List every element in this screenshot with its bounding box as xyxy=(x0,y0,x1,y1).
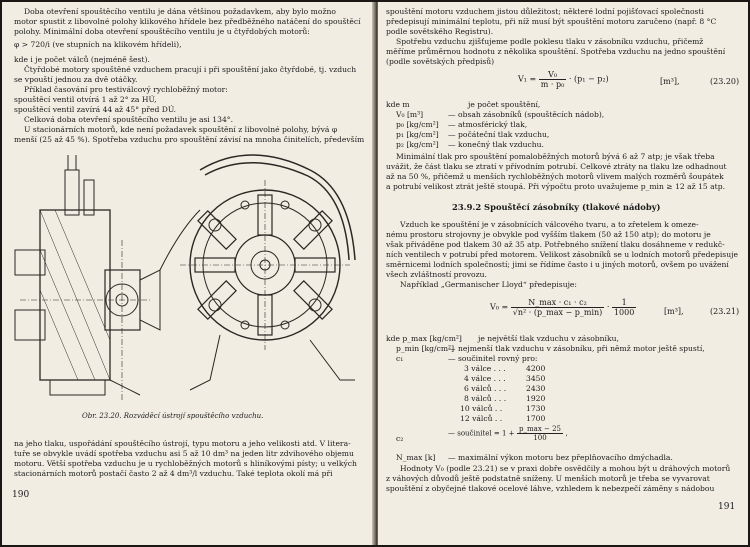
right-sec-7: Například „Germanischer Lloyd“ předepisuje: xyxy=(400,280,577,289)
left-line-11: Celková doba otevření spouštěcího ventilu je asi 134°. xyxy=(24,115,233,124)
c1-row-label: 10 válců . . xyxy=(460,404,503,413)
right-sec-4: ních ventilech v potrubí před motorem. Velikost zásobníků se u lodních motorů předepisuje xyxy=(386,250,738,259)
where1-sym-0: kde m xyxy=(386,100,410,109)
right-sec-1: Vzduch ke spouštění je v zásobnících válcového tvaru, a to zřetelem k omeze- xyxy=(400,220,699,229)
right-sec-3: však přiváděne pod tlakem 30 až 35 atp. Potřebného snížení tlaku dosáhneme v redukč- xyxy=(386,240,725,249)
c1-row-value: 1700 xyxy=(526,414,546,423)
section-heading: 23.9.2 Spouštěcí zásobníky (tlakové nádoby) xyxy=(452,202,661,212)
right-line-5: měříme průměrnou hodnotu z několika spouštění. Spotřeba vzduchu na jedno spouštění xyxy=(386,47,726,56)
where1-sym-4: p₂ [kg/cm²] xyxy=(396,140,439,149)
left-line-12: U stacionárních motorů, kde není požadavek spouštění z libovolné polohy, bývá φ xyxy=(24,125,338,134)
right-mid-1: Minimální tlak pro spouštění pomaloběžných motorů bývá 6 až 7 atp; je však třeba xyxy=(396,152,715,161)
left-line-6: Čtyřdobé motory spouštěné vzduchem pracují i při spouštění jako čtyřdobé, tj. vzduch xyxy=(24,65,357,74)
eq1-number: (23.20) xyxy=(710,77,740,86)
where1-sym-2: p₀ [kg/cm²] xyxy=(396,120,439,129)
right-end-3: spouštění z obyčejné tlakové ocelové láhve, vzhledem k nebezpečí záměny s nádobou xyxy=(386,484,715,493)
c1-row-value: 2430 xyxy=(526,384,546,393)
where1-text-2: — atmosférický tlak, xyxy=(448,120,528,129)
figure-caption: Obr. 23.20. Rozváděcí ústrojí spouštěcího vzduchu. xyxy=(82,412,264,420)
c2-sym: c₂ xyxy=(396,434,404,443)
c1-row-value: 1730 xyxy=(526,404,546,413)
right-page xyxy=(378,2,748,545)
c2-fraction: $\frac{p\_\max - 25}{100}$ xyxy=(519,425,562,442)
where2-text-2: — součinitel rovný pro: xyxy=(448,354,538,363)
left-line-17: stacionárních motorů postačí často 2 až 4 dm³/l vzduchu. Také teplota okolí má při xyxy=(14,469,333,478)
page-number-left: 190 xyxy=(12,490,30,500)
left-line-16: motoru. Větší spotřeba vzduchu je u rychloběžných motorů s hliníkovými písty; u velkých xyxy=(14,459,357,468)
left-line-9: spouštěcí ventil otvírá 1 až 2° za HÚ, xyxy=(14,95,157,104)
where1-text-4: — konečný tlak vzduchu. xyxy=(448,140,544,149)
nmax-text: — maximální výkon motoru bez přeplňovacího dmýchadla. xyxy=(448,453,673,462)
c1-row-value: 3450 xyxy=(526,374,546,383)
where2-sym-0: kde p_max [kg/cm²] xyxy=(386,334,462,343)
equation-23-21: V₀ = $\frac{\text{N\_max · c₁ · c₂}}{\text{√n² · (p\_max − p\_min)}}$ · $\frac{1}{1000}$ xyxy=(490,298,635,317)
right-line-4: Spotřebu vzduchu zjišťujeme podle poklesu tlaku v zásobníku vzduchu, přičemž xyxy=(396,37,704,46)
eq2-fraction: $\frac{\text{N\_max · c₁ · c₂}}{\text{√n² · (p\_max − p\_min)}}$ xyxy=(512,298,603,317)
eq2-number: (23.21) xyxy=(710,307,740,316)
c1-row-value: 1920 xyxy=(526,394,546,403)
where2-sym-2: c₁ xyxy=(396,354,404,363)
c1-row-label: 3 válce . . . xyxy=(464,364,506,373)
right-mid-4: a potrubí velikost ztrát ještě stoupá. Při výpočtu proto uvažujeme p_min ≥ 12 až 15 atp. xyxy=(386,182,726,191)
right-mid-2: uvážit, že část tlaku se ztratí v přívodním potrubí. Celkové ztráty na tlaku lze odhadnout xyxy=(386,162,727,171)
starting-air-distributor-figure xyxy=(10,150,362,410)
c1-row-label: 6 válců . . . xyxy=(464,384,507,393)
eq1-unit: [m³], xyxy=(660,77,680,86)
right-line-6: (podle sovětských předpisů) xyxy=(386,57,495,66)
where2-sym-1: p_min [kg/cm²] xyxy=(396,344,455,353)
left-line-5: kde i je počet válců (nejméně šest). xyxy=(14,55,150,64)
left-line-10: spouštěcí ventil zavírá 44 až 45° před DÚ. xyxy=(14,105,176,114)
left-line-2: motor spustit z libovolné polohy klikového hřídele bez předběžného natáčení do spouštěcí xyxy=(14,17,361,26)
equation-23-20: V₁ = $\frac{\text{V₀}}{\text{m · p₀}}$ · (p₁ − p₂) xyxy=(518,70,609,89)
c1-row-label: 8 válců . . . xyxy=(464,394,507,403)
right-sec-2: nému prostoru strojovny je obvykle pod vyšším tlakem (50 až 150 atp); do motoru je xyxy=(386,230,711,239)
right-sec-6: všech zvláštností provozu. xyxy=(386,270,487,279)
where1-text-3: — počáteční tlak vzduchu, xyxy=(448,130,550,139)
where2-text-1: — nejmenší tlak vzduchu v zásobníku, při němž motor ještě spustí, xyxy=(448,344,705,353)
where1-text-1: — obsah zásobníků (spouštěcích nádob), xyxy=(448,110,605,119)
eq2-unit: [m³], xyxy=(664,307,684,316)
right-end-1: Hodnoty V₀ (podle 23.21) se v praxi dobře osvědčily a mohou být u dráhových motorů xyxy=(400,464,731,473)
left-page xyxy=(2,2,374,545)
eq2-fraction-2: $\frac{1}{1000}$ xyxy=(613,298,635,317)
c1-row-label: 12 válců . . xyxy=(460,414,503,423)
left-line-15: tuře se obvykle uvádí spotřeba vzduchu asi 5 až 10 dm³ na jeden litr zdvihového objemu xyxy=(14,449,354,458)
left-line-13: menší (25 až 45 %). Spotřeba vzduchu pro spouštění závisí na mnoha činitelích, především xyxy=(14,135,365,144)
where1-text-0: je počet spouštění, xyxy=(468,100,541,109)
nmax-sym: N_max [k] xyxy=(396,453,436,462)
right-end-2: z váhových důvodů ještě podstatně sníženy. U menších motorů je třeba se vyvarovat xyxy=(386,474,710,483)
where1-sym-3: p₁ [kg/cm²] xyxy=(396,130,439,139)
left-line-1: Doba otevření spouštěcího ventilu je dána většinou požadavkem, aby bylo možno xyxy=(24,7,336,16)
c1-row-value: 4200 xyxy=(526,364,546,373)
right-line-2: předepisují minimální teplotu, při níž musí být spouštění motoru zaručeno (např. 8 °C xyxy=(386,17,717,26)
book-spread xyxy=(2,2,748,545)
left-line-14: na jeho tlaku, uspořádání spouštěcího ústrojí, typu motoru a jeho velikosti atd. V litera- xyxy=(14,439,351,448)
page-number-right: 191 xyxy=(718,502,736,512)
left-formula-phi: φ > 720/i (ve stupních na klikovém hřídeli), xyxy=(14,40,182,49)
left-line-8: Příklad časování pro testiválcový rychloběžný motor: xyxy=(24,85,228,94)
eq1-fraction: $\frac{\text{V₀}}{\text{m · p₀}}$ xyxy=(540,70,565,89)
right-sec-5: směrnicemi lodních společností; jimi se řídíme často i u jiných motorů, ovšem po uvážení xyxy=(386,260,729,269)
right-mid-3: až na 50 %, přičemž u menších rychloběžných motorů vlivem malých rozměrů šoupátek xyxy=(386,172,724,181)
where1-sym-1: V₀ [m³] xyxy=(396,110,424,119)
c1-row-label: 4 válce . . . xyxy=(464,374,506,383)
left-line-3: polohy. Minimální doba otevření spouštěcího ventilu je u čtyřdobých motorů: xyxy=(14,27,310,36)
where2-text-0: je největší tlak vzduchu v zásobníku, xyxy=(478,334,619,343)
c2-formula: — součinitel = 1 + $\frac{p\_\max - 25}{100}$ , xyxy=(448,425,568,442)
left-line-7: se vpouští jednou za dvě otáčky. xyxy=(14,75,138,84)
right-line-3: podle sovětského Registru). xyxy=(386,27,494,36)
right-line-1: spouštění motoru vzduchem jistou důležitost; některé lodní pojišťovací společnosti xyxy=(386,7,704,16)
